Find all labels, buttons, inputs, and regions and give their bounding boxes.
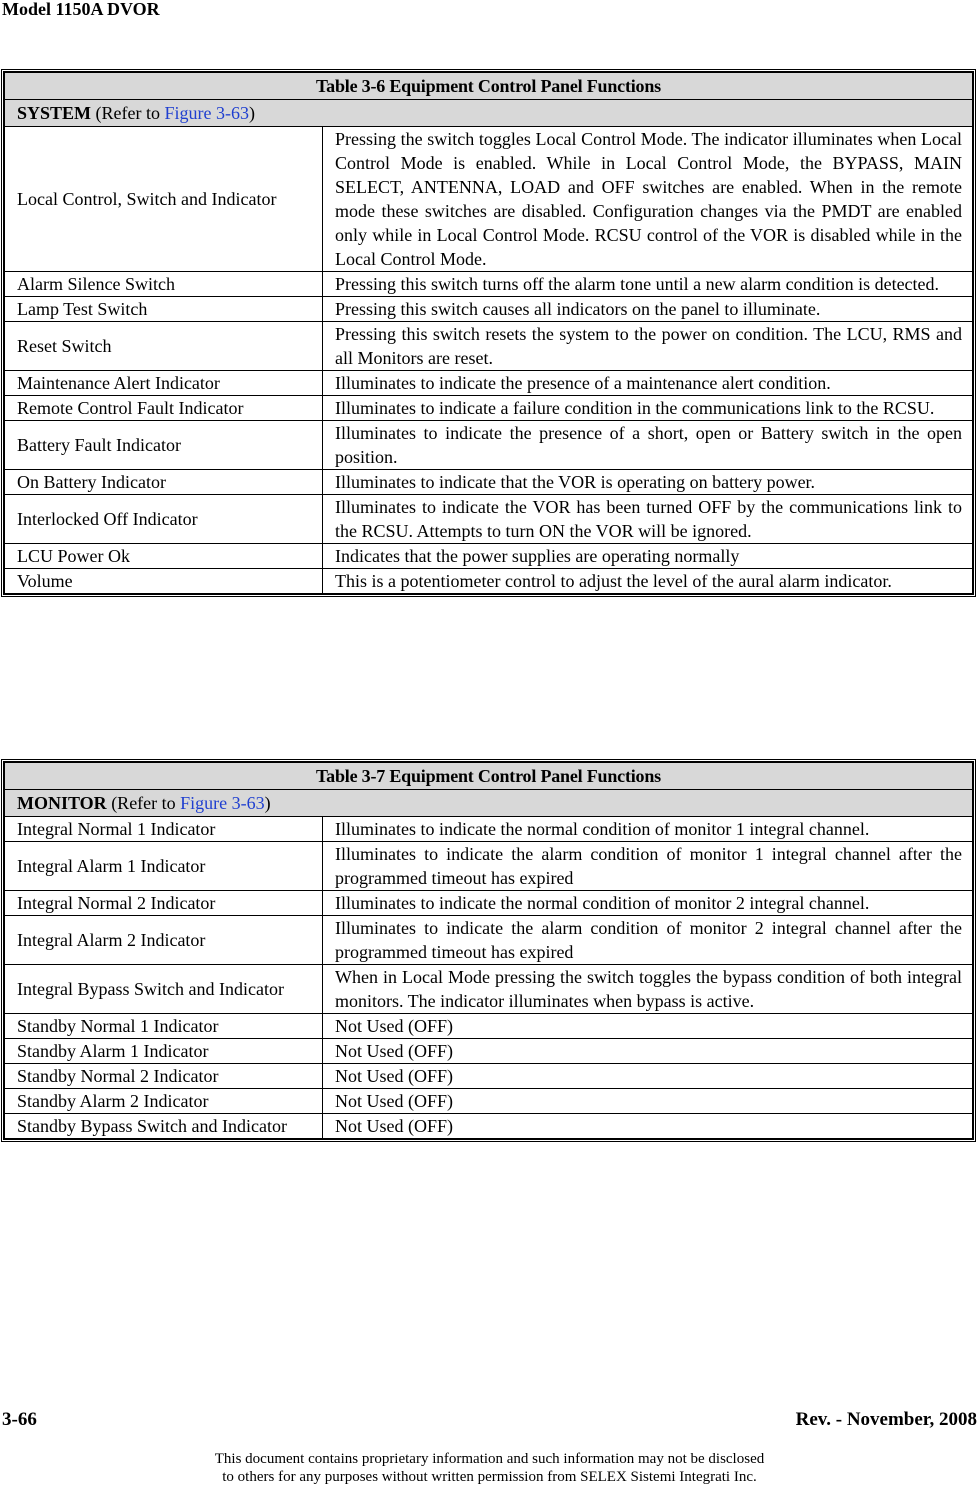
- table-row: [5, 421, 973, 470]
- function-description: Not Used (OFF): [323, 1089, 973, 1114]
- notice-line: to others for any purposes without written permission from SELEX Sistemi Integrati Inc.: [222, 1469, 757, 1485]
- function-name: On Battery Indicator: [5, 470, 323, 495]
- document-header: Model 1150A DVOR: [2, 0, 160, 19]
- function-description: Pressing the switch toggles Local Control Mode. The indicator illuminates when Local Control Mode is enabled. While in Local Control Mode, the BYPASS, MAIN SELECT, ANTENNA, LOAD and OFF switches are enabled. When in the remote mode these switches are disabled. Configuration changes via the PMDT are enabled only while in Local Control Mode. RCSU control of the VOR is disabled while in the Local Control Mode.: [323, 127, 973, 272]
- function-description: Illuminates to indicate the VOR has been turned OFF by the communications link to the RCSU. Attempts to turn ON the VOR will be ignored.: [323, 495, 973, 544]
- table-caption: Table 3-7 Equipment Control Panel Functions: [5, 763, 973, 790]
- function-name: Integral Alarm 2 Indicator: [5, 916, 323, 965]
- table-row: [5, 842, 973, 891]
- function-description: Not Used (OFF): [323, 1039, 973, 1064]
- function-name: Volume: [5, 569, 323, 594]
- section-ref-suffix: ): [264, 793, 271, 813]
- table-row: [5, 1039, 973, 1064]
- function-description: Illuminates to indicate the presence of a maintenance alert condition.: [323, 371, 973, 396]
- function-name: Integral Alarm 1 Indicator: [5, 842, 323, 891]
- function-description: When in Local Mode pressing the switch toggles the bypass condition of both integral monitors. The indicator illuminates when bypass is active.: [323, 965, 973, 1014]
- system-functions-table: [1, 69, 976, 597]
- function-description: Pressing this switch turns off the alarm tone until a new alarm condition is detected.: [323, 272, 973, 297]
- function-name: Maintenance Alert Indicator: [5, 371, 323, 396]
- function-name: Interlocked Off Indicator: [5, 495, 323, 544]
- function-name: Lamp Test Switch: [5, 297, 323, 322]
- monitor-functions-table: [1, 759, 976, 1142]
- function-description: Illuminates to indicate the normal condition of monitor 1 integral channel.: [323, 817, 973, 842]
- function-description: Illuminates to indicate the normal condition of monitor 2 integral channel.: [323, 891, 973, 916]
- function-description: Illuminates to indicate the alarm condition of monitor 2 integral channel after the programmed timeout has expired: [323, 916, 973, 965]
- table-row: [5, 297, 973, 322]
- section-label: MONITOR: [17, 793, 107, 813]
- figure-link[interactable]: Figure 3-63: [164, 103, 249, 123]
- function-name: Standby Alarm 1 Indicator: [5, 1039, 323, 1064]
- table-row: [5, 817, 973, 842]
- page-number: 3-66: [2, 1409, 37, 1430]
- section-ref-suffix: ): [249, 103, 255, 123]
- function-description: Indicates that the power supplies are operating normally: [323, 544, 973, 569]
- table-row: [5, 495, 973, 544]
- function-name: Reset Switch: [5, 322, 323, 371]
- revision-date: Rev. - November, 2008: [795, 1409, 977, 1430]
- table-row: [5, 916, 973, 965]
- table-row: [5, 544, 973, 569]
- table-row: [5, 470, 973, 495]
- table-row: [5, 1014, 973, 1039]
- proprietary-notice: [0, 1450, 979, 1486]
- table-row: [5, 127, 973, 272]
- table-row: [5, 322, 973, 371]
- function-description: Illuminates to indicate the presence of a short, open or Battery switch in the open position.: [323, 421, 973, 470]
- function-description: Illuminates to indicate a failure condition in the communications link to the RCSU.: [323, 396, 973, 421]
- function-name: Integral Bypass Switch and Indicator: [5, 965, 323, 1014]
- section-heading: [5, 790, 973, 817]
- table-row: [5, 371, 973, 396]
- function-description: Illuminates to indicate that the VOR is operating on battery power.: [323, 470, 973, 495]
- function-name: Integral Normal 1 Indicator: [5, 817, 323, 842]
- function-description: This is a potentiometer control to adjust the level of the aural alarm indicator.: [323, 569, 973, 594]
- table-row: [5, 1089, 973, 1114]
- table-row: [5, 891, 973, 916]
- function-name: Local Control, Switch and Indicator: [5, 127, 323, 272]
- function-name: Battery Fault Indicator: [5, 421, 323, 470]
- table-row: [5, 569, 973, 594]
- table-row: [5, 272, 973, 297]
- function-name: Remote Control Fault Indicator: [5, 396, 323, 421]
- section-ref-prefix: (Refer to: [95, 103, 165, 123]
- function-name: Alarm Silence Switch: [5, 272, 323, 297]
- function-name: Integral Normal 2 Indicator: [5, 891, 323, 916]
- table-row: [5, 396, 973, 421]
- table-caption: Table 3-6 Equipment Control Panel Functions: [5, 73, 973, 100]
- notice-line: This document contains proprietary information and such information may not be disclosed: [214, 1451, 765, 1467]
- function-name: LCU Power Ok: [5, 544, 323, 569]
- function-description: Not Used (OFF): [323, 1014, 973, 1039]
- section-ref-prefix: (Refer to: [111, 793, 181, 813]
- function-name: Standby Alarm 2 Indicator: [5, 1089, 323, 1114]
- function-name: Standby Normal 2 Indicator: [5, 1064, 323, 1089]
- table-row: [5, 965, 973, 1014]
- function-description: Pressing this switch causes all indicators on the panel to illuminate.: [323, 297, 973, 322]
- function-description: Illuminates to indicate the alarm condition of monitor 1 integral channel after the programmed timeout has expired: [323, 842, 973, 891]
- section-label: SYSTEM: [17, 103, 92, 123]
- function-name: Standby Bypass Switch and Indicator: [5, 1114, 323, 1139]
- figure-link[interactable]: Figure 3-63: [180, 793, 265, 813]
- function-description: Pressing this switch resets the system to the power on condition. The LCU, RMS and all Monitors are reset.: [323, 322, 973, 371]
- section-heading: [5, 100, 973, 127]
- table-row: [5, 1064, 973, 1089]
- function-description: Not Used (OFF): [323, 1064, 973, 1089]
- function-name: Standby Normal 1 Indicator: [5, 1014, 323, 1039]
- function-description: Not Used (OFF): [323, 1114, 973, 1139]
- table-row: [5, 1114, 973, 1139]
